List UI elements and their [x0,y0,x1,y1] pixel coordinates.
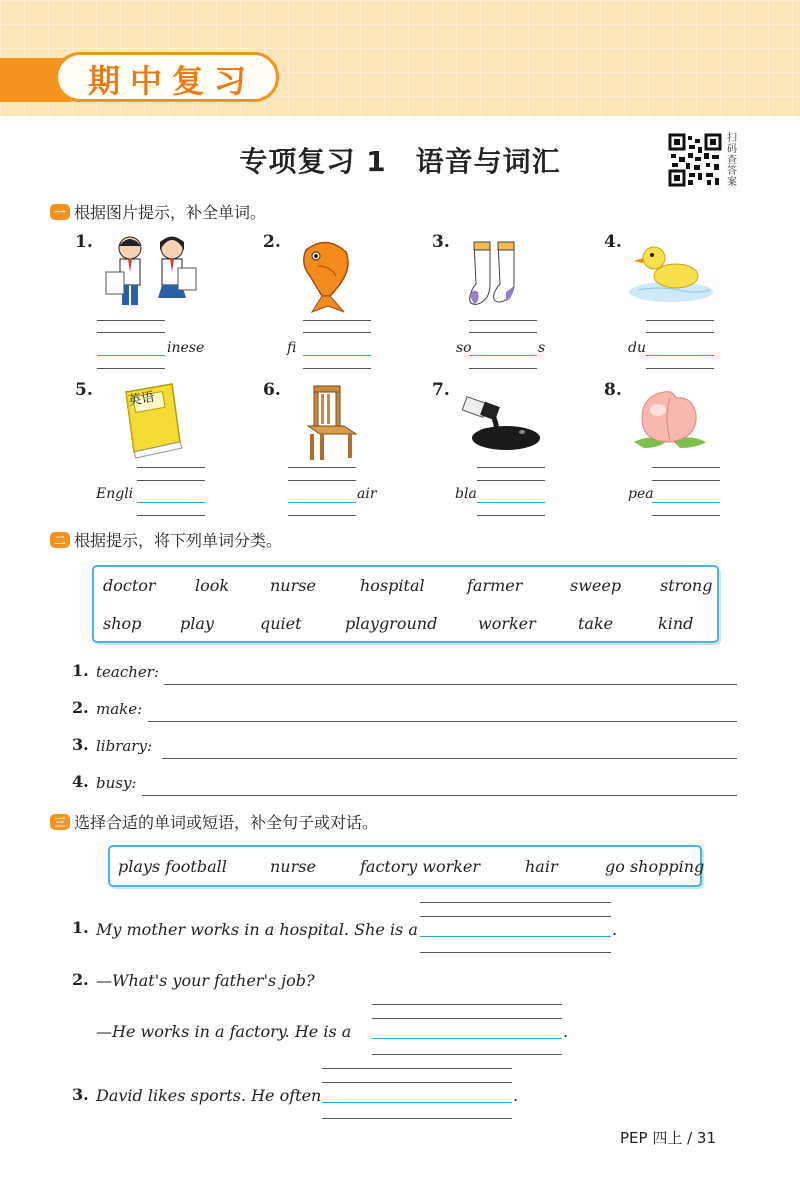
s2-q4-answer-line[interactable] [142,795,737,796]
item4-line-top [646,320,714,321]
phrase-plays-football: plays football [118,857,227,876]
section1-heading [50,200,266,223]
item8-number: 8. [604,380,622,400]
s2-q2-answer-line[interactable] [148,721,737,722]
qr-caption: 扫码查答案 [727,133,737,188]
s3-q2-end: . [563,1022,569,1041]
word-farmer: farmer [467,576,523,595]
item3-line-bottom [469,368,537,369]
s2-q3-label: library: [96,737,153,755]
s3-q2-answer-line[interactable] [372,1038,562,1039]
word-look: look [195,576,230,595]
header-tab-title: 期中复习 [88,62,257,100]
word-shop: shop [103,614,142,633]
s3-q3-answer-line[interactable] [322,1102,512,1103]
section1-number-icon: 一 [50,204,70,220]
item4-line-bottom [646,368,714,369]
word-take: take [578,614,614,633]
s3-q2-number: 2. [72,970,89,989]
s2-q1-answer-line[interactable] [164,684,737,685]
page-title: 专项复习 1 语音与词汇 [239,145,561,178]
s3-q2-line1: —What's your father's job? [96,971,315,990]
item6-line-mid [288,480,356,481]
s3-q3-end: . [513,1086,519,1105]
socks-icon [466,238,526,310]
item5-line-top [137,467,205,468]
word-strong: strong [660,576,713,595]
word-nurse: nurse [270,576,316,595]
s2-q3-answer-line[interactable] [162,758,737,759]
s3-q3-number: 3. [72,1085,89,1104]
item3-answer-line[interactable] [469,355,537,356]
s2-q1-label: teacher: [96,663,160,681]
item2-line-mid [303,332,371,333]
item5-line-mid [137,480,205,481]
item7-line-bottom [477,515,545,516]
phrase-factory-worker: factory worker [360,857,481,876]
children-icon [100,232,200,312]
item1-suffix: inese [167,340,205,356]
s3-q3-text: David likes sports. He often [96,1086,322,1105]
item7-prefix: bla [455,486,477,502]
item2-answer-line[interactable] [303,355,371,356]
s3-q2-line-top [372,1004,562,1005]
word-worker: worker [478,614,536,633]
item6-suffix: air [357,486,377,502]
duck-icon [628,240,714,304]
item1-line-top [97,320,165,321]
item3-prefix: so [456,340,472,356]
s2-q4-label: busy: [96,774,137,792]
item7-line-top [477,467,545,468]
word-playground: playground [345,614,438,633]
section3-number-icon: 三 [50,814,70,830]
item5-answer-line[interactable] [137,502,205,503]
page-footer: PEP 四上 / 31 [620,1129,717,1147]
s3-q1-number: 1. [72,918,89,937]
s2-q4-number: 4. [72,772,89,791]
s2-q2-number: 2. [72,698,89,717]
s2-q3-number: 3. [72,735,89,754]
phrase-nurse: nurse [270,857,316,876]
item7-number: 7. [432,380,450,400]
item1-number: 1. [75,232,93,252]
item6-number: 6. [263,380,281,400]
item2-number: 2. [263,232,281,252]
section1-heading-text: 根据图片提示，补全单词。 [74,203,267,222]
item1-answer-line[interactable] [97,355,165,356]
s2-q2-label: make: [96,700,143,718]
item7-line-mid [477,480,545,481]
item5-number: 5. [75,380,93,400]
item5-line-bottom [137,515,205,516]
item6-answer-line[interactable] [288,502,356,503]
book-label: 英语 [127,389,156,410]
item1-line-bottom [97,368,165,369]
fish-icon [296,236,356,314]
item2-line-bottom [303,368,371,369]
s3-q1-line-top [420,902,611,903]
item6-line-top [288,467,356,468]
section2-number-icon: 二 [50,532,70,548]
item6-line-bottom [288,515,356,516]
item8-prefix: pea [628,486,654,502]
item2-line-top [303,320,371,321]
item8-answer-line[interactable] [652,502,720,503]
item3-suffix: s [538,340,546,356]
item4-answer-line[interactable] [646,355,714,356]
item2-prefix: fi [287,340,297,356]
s3-q1-text: My mother works in a hospital. She is a [96,920,418,939]
s3-q2-line2: —He works in a factory. He is a [96,1022,352,1041]
item3-line-top [469,320,537,321]
item4-number: 4. [604,232,622,252]
item8-line-top [652,467,720,468]
s3-q1-end: . [612,920,618,939]
item3-line-mid [469,332,537,333]
s3-q3-line-mid [322,1082,512,1083]
phrase-hair: hair [525,857,558,876]
s3-q1-line-bottom [420,952,611,953]
qr-code-icon[interactable] [668,133,722,187]
s3-q1-answer-line[interactable] [420,936,611,937]
phrase-go-shopping: go shopping [605,857,705,876]
s2-q1-number: 1. [72,661,89,680]
s3-q3-line-top [322,1068,512,1069]
word-play: play [180,614,214,633]
s3-q1-line-mid [420,916,611,917]
ink-icon [462,388,542,454]
chair-icon [300,384,360,462]
word-quiet: quiet [260,614,302,633]
item8-line-mid [652,480,720,481]
item3-number: 3. [432,232,450,252]
item4-line-mid [646,332,714,333]
word-kind: kind [658,614,694,633]
item8-line-bottom [652,515,720,516]
s3-q2-line-mid [372,1018,562,1019]
word-hospital: hospital [360,576,425,595]
word-doctor: doctor [103,576,156,595]
s3-q3-line-bottom [322,1118,512,1119]
s3-q2-line-bottom [372,1054,562,1055]
section3-heading [50,810,378,833]
item1-line-mid [97,332,165,333]
peach-icon [630,384,710,452]
section2-heading-text: 根据提示，将下列单词分类。 [74,531,283,550]
item7-answer-line[interactable] [477,502,545,503]
item4-prefix: du [628,340,646,356]
section3-heading-text: 选择合适的单词或短语，补全句子或对话。 [74,813,379,832]
item5-prefix: Engli [96,486,134,502]
word-sweep: sweep [570,576,622,595]
section2-heading [50,528,282,551]
